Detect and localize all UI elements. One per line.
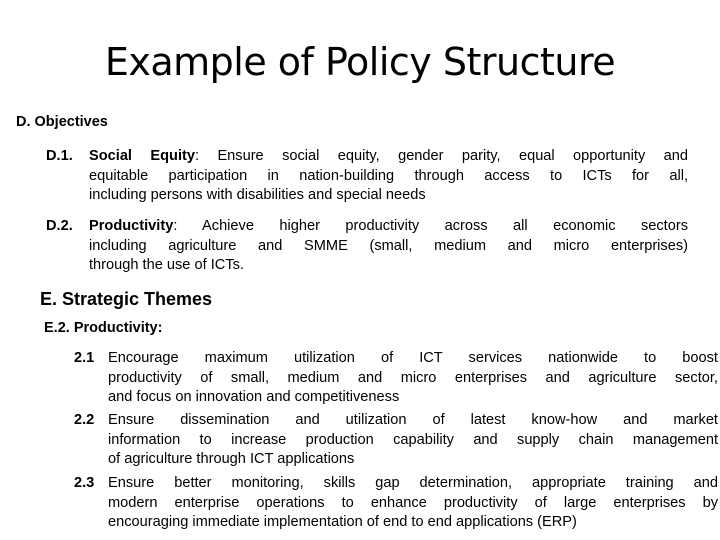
objective-term: Social Equity: [89, 148, 195, 164]
objective-line-text: Achieve higher productivity across all economic sectors: [177, 218, 688, 234]
theme-line: of agriculture through ICT applications: [108, 451, 355, 467]
objective-separator: :: [194, 148, 200, 164]
objective-number: D.1.: [46, 148, 73, 164]
objective-line: through the use of ICTs.: [89, 257, 244, 273]
theme-number: 2.3: [74, 475, 95, 491]
theme-line: information to increase production capability and supply chain management: [108, 431, 718, 448]
theme-number: 2.2: [74, 412, 95, 428]
objective-line-text: Ensure social equity, gender parity, equal opportunity and: [199, 148, 689, 164]
objective-line: including persons with disabilities and special needs: [89, 187, 426, 203]
objective-line: [89, 147, 688, 167]
theme-number: 2.1: [74, 350, 95, 366]
objective-separator: :: [173, 218, 178, 234]
theme-text: [108, 474, 718, 533]
objectives-heading: D. Objectives: [16, 114, 108, 130]
theme-item: [74, 411, 718, 470]
objective-term: Productivity: [89, 218, 174, 234]
theme-text: [108, 349, 718, 408]
objective-line: equitable participation in nation-building through access to ICTs for all,: [89, 167, 688, 184]
objective-item: [46, 217, 688, 276]
theme-line: encouraging immediate implementation of end to end applications (ERP): [108, 514, 577, 530]
theme-line: Encourage maximum utilization of ICT services nationwide to boost: [108, 350, 718, 366]
theme-item: [74, 349, 718, 408]
theme-line: productivity of small, medium and micro enterprises and agriculture sector,: [108, 369, 718, 386]
strategic-themes-heading: E. Strategic Themes: [40, 289, 213, 309]
productivity-subheading: E.2. Productivity:: [44, 320, 163, 336]
objective-text: [89, 147, 688, 206]
theme-line: and focus on innovation and competitiveness: [108, 389, 400, 405]
objective-number: D.2.: [46, 218, 73, 234]
theme-item: [74, 474, 718, 533]
objective-text: [89, 217, 688, 276]
objective-item: [46, 147, 688, 206]
theme-text: [108, 411, 718, 470]
objective-line: including agriculture and SMME (small, medium and micro enterprises): [89, 237, 688, 254]
slide-title: Example of Policy Structure: [104, 40, 616, 84]
theme-line: Ensure better monitoring, skills gap determination, appropriate training and: [108, 475, 718, 491]
theme-line: Ensure dissemination and utilization of latest know-how and market: [108, 412, 718, 428]
theme-line: modern enterprise operations to enhance productivity of large enterprises by: [108, 494, 718, 511]
objective-line: [89, 217, 688, 237]
